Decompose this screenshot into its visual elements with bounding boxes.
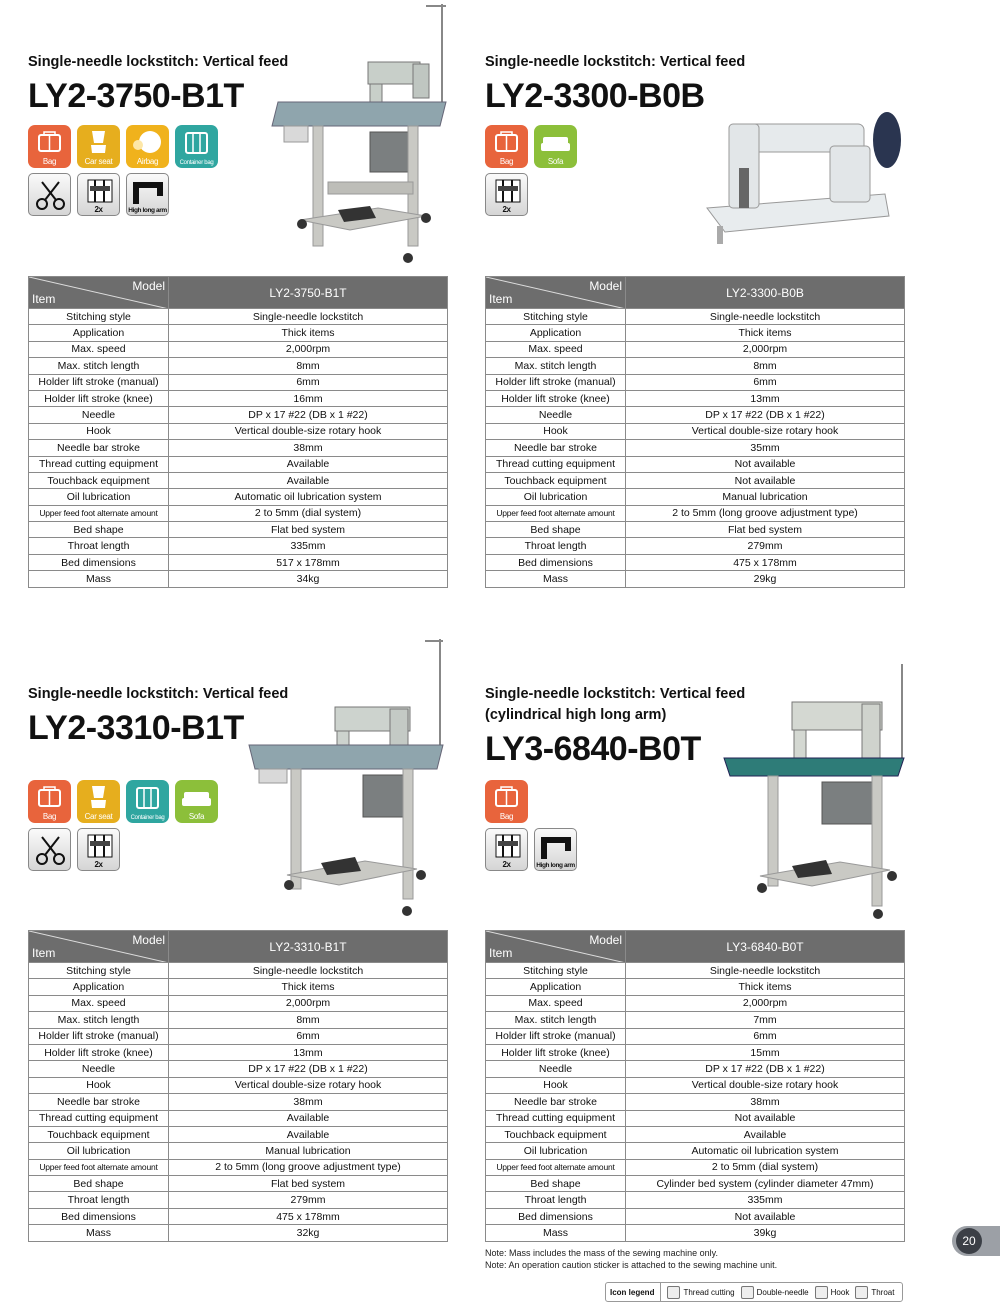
spec-value-cell: Vertical double-size rotary hook bbox=[169, 423, 448, 439]
product-subtitle: Single-needle lockstitch: Vertical feed bbox=[485, 686, 746, 702]
spec-item-cell: Bed dimensions bbox=[29, 554, 169, 570]
table-header-model: LY2-3310-B1T bbox=[169, 931, 448, 963]
application-icons bbox=[485, 780, 528, 823]
application-icons bbox=[28, 780, 218, 823]
spec-item-cell: Stitching style bbox=[486, 963, 626, 979]
double-needle-icon bbox=[741, 1286, 754, 1299]
spec-value-cell: Vertical double-size rotary hook bbox=[626, 1077, 905, 1093]
sofa-icon: Sofa bbox=[175, 780, 218, 823]
table-row bbox=[29, 1110, 448, 1126]
table-row bbox=[29, 423, 448, 439]
table-row bbox=[29, 358, 448, 374]
spec-table bbox=[485, 930, 905, 1242]
spec-item-cell: Throat length bbox=[486, 1192, 626, 1208]
table-header-corner: Model Item bbox=[29, 931, 169, 963]
table-row bbox=[29, 1061, 448, 1077]
spec-item-cell: Oil lubrication bbox=[486, 489, 626, 505]
product-subtitle: Single-needle lockstitch: Vertical feed bbox=[485, 54, 746, 70]
bag-icon: Bag bbox=[28, 125, 71, 168]
spec-value-cell: Automatic oil lubrication system bbox=[626, 1143, 905, 1159]
spec-item-cell: Thread cutting equipment bbox=[29, 1110, 169, 1126]
spec-value-cell: Vertical double-size rotary hook bbox=[169, 1077, 448, 1093]
table-row bbox=[486, 440, 905, 456]
spec-value-cell: 29kg bbox=[626, 571, 905, 587]
table-row bbox=[29, 1094, 448, 1110]
page-number: 20 bbox=[956, 1228, 982, 1254]
double-needle-icon: 2x bbox=[485, 173, 528, 216]
spec-item-cell: Hook bbox=[29, 423, 169, 439]
table-row bbox=[486, 1012, 905, 1028]
spec-item-cell: Bed shape bbox=[486, 522, 626, 538]
table-row bbox=[29, 325, 448, 341]
spec-table-body bbox=[486, 963, 905, 1242]
spec-value-cell: Not available bbox=[626, 1110, 905, 1126]
table-row bbox=[29, 1077, 448, 1093]
icon-legend-title: Icon legend bbox=[606, 1283, 661, 1301]
spec-value-cell: 8mm bbox=[626, 358, 905, 374]
spec-value-cell: 13mm bbox=[169, 1044, 448, 1060]
table-row bbox=[29, 522, 448, 538]
spec-item-cell: Needle bbox=[486, 1061, 626, 1077]
spec-item-cell: Upper feed foot alternate amount bbox=[486, 505, 626, 521]
spec-table bbox=[485, 276, 905, 588]
airbag-icon: Airbag bbox=[126, 125, 169, 168]
spec-value-cell: Thick items bbox=[626, 979, 905, 995]
legend-entry: Double-needle bbox=[741, 1286, 809, 1299]
spec-item-cell: Needle bar stroke bbox=[29, 440, 169, 456]
product-model-title: LY2-3310-B1T bbox=[28, 709, 244, 747]
spec-value-cell: DP x 17 #22 (DB x 1 #22) bbox=[626, 1061, 905, 1077]
table-row bbox=[486, 1094, 905, 1110]
container-bag-icon: Container bag bbox=[126, 780, 169, 823]
sofa-icon: Sofa bbox=[534, 125, 577, 168]
spec-value-cell: Automatic oil lubrication system bbox=[169, 489, 448, 505]
footnote: Note: Mass includes the mass of the sewing machine only. bbox=[485, 1248, 718, 1258]
spec-item-cell: Hook bbox=[486, 423, 626, 439]
table-row bbox=[486, 1192, 905, 1208]
application-icons bbox=[485, 125, 577, 168]
spec-value-cell: Available bbox=[169, 456, 448, 472]
spec-item-cell: Application bbox=[29, 979, 169, 995]
table-header-model: LY2-3300-B0B bbox=[626, 277, 905, 309]
spec-item-cell: Max. speed bbox=[29, 995, 169, 1011]
spec-item-cell: Application bbox=[486, 979, 626, 995]
car-seat-icon: Car seat bbox=[77, 780, 120, 823]
spec-value-cell: 8mm bbox=[169, 1012, 448, 1028]
table-row bbox=[486, 1176, 905, 1192]
spec-item-cell: Bed dimensions bbox=[486, 554, 626, 570]
spec-item-cell: Stitching style bbox=[29, 963, 169, 979]
table-row bbox=[29, 538, 448, 554]
spec-item-cell: Holder lift stroke (knee) bbox=[29, 390, 169, 406]
table-row bbox=[486, 505, 905, 521]
spec-value-cell: Cylinder bed system (cylinder diameter 47mm) bbox=[626, 1176, 905, 1192]
spec-table bbox=[28, 930, 448, 1242]
spec-item-cell: Holder lift stroke (knee) bbox=[29, 1044, 169, 1060]
spec-item-cell: Bed shape bbox=[486, 1176, 626, 1192]
thread-cutting-icon bbox=[667, 1286, 680, 1299]
bag-icon: Bag bbox=[485, 125, 528, 168]
application-icons bbox=[28, 125, 218, 168]
sewing-machine-head-image bbox=[705, 108, 905, 248]
table-row bbox=[486, 554, 905, 570]
spec-item-cell: Touchback equipment bbox=[486, 472, 626, 488]
table-row bbox=[29, 456, 448, 472]
spec-value-cell: 6mm bbox=[626, 374, 905, 390]
bag-icon: Bag bbox=[28, 780, 71, 823]
footnotes bbox=[485, 1247, 777, 1271]
product-subtitle: Single-needle lockstitch: Vertical feed bbox=[28, 54, 289, 70]
spec-value-cell: Manual lubrication bbox=[169, 1143, 448, 1159]
spec-item-cell: Bed shape bbox=[29, 522, 169, 538]
spec-table-body bbox=[29, 309, 448, 588]
spec-item-cell: Mass bbox=[486, 1225, 626, 1241]
table-row bbox=[29, 505, 448, 521]
table-row bbox=[29, 1208, 448, 1224]
icon-legend bbox=[605, 1282, 903, 1302]
table-header-model: LY2-3750-B1T bbox=[169, 277, 448, 309]
table-row bbox=[29, 1143, 448, 1159]
spec-value-cell: 34kg bbox=[169, 571, 448, 587]
spec-item-cell: Hook bbox=[29, 1077, 169, 1093]
spec-item-cell: Oil lubrication bbox=[486, 1143, 626, 1159]
feature-icons bbox=[28, 173, 169, 216]
spec-value-cell: 13mm bbox=[626, 390, 905, 406]
table-row bbox=[486, 1159, 905, 1175]
spec-table-body bbox=[486, 309, 905, 588]
table-row bbox=[29, 374, 448, 390]
spec-value-cell: 475 x 178mm bbox=[626, 554, 905, 570]
spec-value-cell: 335mm bbox=[626, 1192, 905, 1208]
spec-value-cell: Single-needle lockstitch bbox=[626, 309, 905, 325]
double-needle-icon: 2x bbox=[77, 173, 120, 216]
spec-value-cell: 2 to 5mm (long groove adjustment type) bbox=[169, 1159, 448, 1175]
spec-value-cell: DP x 17 #22 (DB x 1 #22) bbox=[169, 407, 448, 423]
spec-value-cell: Thick items bbox=[169, 979, 448, 995]
spec-item-cell: Application bbox=[486, 325, 626, 341]
spec-item-cell: Thread cutting equipment bbox=[486, 1110, 626, 1126]
table-row bbox=[29, 963, 448, 979]
table-row bbox=[486, 538, 905, 554]
spec-value-cell: Available bbox=[169, 472, 448, 488]
table-row bbox=[29, 390, 448, 406]
table-row bbox=[29, 554, 448, 570]
spec-value-cell: Available bbox=[169, 1110, 448, 1126]
high-long-arm-icon: High long arm bbox=[534, 828, 577, 871]
spec-item-cell: Thread cutting equipment bbox=[29, 456, 169, 472]
spec-item-cell: Upper feed foot alternate amount bbox=[486, 1159, 626, 1175]
spec-item-cell: Bed shape bbox=[29, 1176, 169, 1192]
spec-item-cell: Needle bbox=[29, 1061, 169, 1077]
table-row bbox=[486, 472, 905, 488]
table-row bbox=[29, 1159, 448, 1175]
spec-value-cell: Single-needle lockstitch bbox=[626, 963, 905, 979]
spec-value-cell: 6mm bbox=[169, 374, 448, 390]
spec-item-cell: Application bbox=[29, 325, 169, 341]
legend-entry: Hook bbox=[815, 1286, 850, 1299]
spec-item-cell: Thread cutting equipment bbox=[486, 456, 626, 472]
spec-value-cell: 16mm bbox=[169, 390, 448, 406]
table-row bbox=[29, 1044, 448, 1060]
spec-item-cell: Stitching style bbox=[29, 309, 169, 325]
spec-item-cell: Holder lift stroke (manual) bbox=[486, 1028, 626, 1044]
table-row bbox=[486, 995, 905, 1011]
table-row bbox=[486, 341, 905, 357]
spec-item-cell: Max. stitch length bbox=[486, 1012, 626, 1028]
spec-item-cell: Upper feed foot alternate amount bbox=[29, 505, 169, 521]
feature-icons bbox=[28, 828, 120, 871]
product-model-title: LY2-3750-B1T bbox=[28, 77, 244, 115]
spec-value-cell: 335mm bbox=[169, 538, 448, 554]
table-row bbox=[486, 1143, 905, 1159]
product-model-title: LY3-6840-B0T bbox=[485, 730, 701, 768]
table-row bbox=[486, 325, 905, 341]
spec-table bbox=[28, 276, 448, 588]
double-needle-icon: 2x bbox=[77, 828, 120, 871]
spec-item-cell: Mass bbox=[29, 571, 169, 587]
cylinder-arm-sewing-machine-image bbox=[722, 662, 907, 922]
high-long-arm-icon: High long arm bbox=[126, 173, 169, 216]
spec-item-cell: Hook bbox=[486, 1077, 626, 1093]
table-row bbox=[486, 407, 905, 423]
spec-item-cell: Max. speed bbox=[486, 995, 626, 1011]
table-row bbox=[486, 1044, 905, 1060]
spec-item-cell: Holder lift stroke (manual) bbox=[486, 374, 626, 390]
spec-value-cell: 38mm bbox=[169, 440, 448, 456]
feature-icons bbox=[485, 173, 528, 216]
spec-value-cell: Single-needle lockstitch bbox=[169, 963, 448, 979]
table-row bbox=[29, 1126, 448, 1142]
table-header-corner: Model Item bbox=[486, 277, 626, 309]
spec-item-cell: Throat length bbox=[29, 538, 169, 554]
spec-value-cell: 39kg bbox=[626, 1225, 905, 1241]
spec-value-cell: Flat bed system bbox=[626, 522, 905, 538]
spec-item-cell: Holder lift stroke (manual) bbox=[29, 1028, 169, 1044]
spec-item-cell: Needle bbox=[29, 407, 169, 423]
spec-table-body bbox=[29, 963, 448, 1242]
spec-value-cell: 2 to 5mm (dial system) bbox=[169, 505, 448, 521]
spec-item-cell: Touchback equipment bbox=[486, 1126, 626, 1142]
table-header-corner: Model Item bbox=[486, 931, 626, 963]
spec-item-cell: Needle bbox=[486, 407, 626, 423]
spec-value-cell: 279mm bbox=[626, 538, 905, 554]
table-row bbox=[29, 309, 448, 325]
spec-item-cell: Oil lubrication bbox=[29, 1143, 169, 1159]
thread-cutting-icon bbox=[28, 173, 71, 216]
table-row bbox=[29, 440, 448, 456]
table-row bbox=[486, 489, 905, 505]
legend-entry: Throat bbox=[855, 1286, 894, 1299]
table-row bbox=[486, 374, 905, 390]
spec-value-cell: Not available bbox=[626, 1208, 905, 1224]
spec-value-cell: DP x 17 #22 (DB x 1 #22) bbox=[626, 407, 905, 423]
spec-value-cell: Not available bbox=[626, 472, 905, 488]
spec-value-cell: 6mm bbox=[626, 1028, 905, 1044]
spec-value-cell: DP x 17 #22 (DB x 1 #22) bbox=[169, 1061, 448, 1077]
spec-value-cell: Not available bbox=[626, 456, 905, 472]
spec-value-cell: Manual lubrication bbox=[626, 489, 905, 505]
thread-cutting-icon bbox=[28, 828, 71, 871]
double-needle-icon: 2x bbox=[485, 828, 528, 871]
table-row bbox=[486, 963, 905, 979]
spec-item-cell: Bed dimensions bbox=[486, 1208, 626, 1224]
product-subtitle: Single-needle lockstitch: Vertical feed bbox=[28, 686, 289, 702]
spec-item-cell: Holder lift stroke (manual) bbox=[29, 374, 169, 390]
table-row bbox=[486, 1110, 905, 1126]
table-row bbox=[486, 1225, 905, 1241]
spec-value-cell: Thick items bbox=[626, 325, 905, 341]
spec-value-cell: 7mm bbox=[626, 1012, 905, 1028]
legend-entry: Thread cutting bbox=[667, 1286, 734, 1299]
table-row bbox=[29, 472, 448, 488]
table-row bbox=[29, 1225, 448, 1241]
table-row bbox=[29, 1012, 448, 1028]
spec-value-cell: 8mm bbox=[169, 358, 448, 374]
spec-item-cell: Max. stitch length bbox=[29, 358, 169, 374]
spec-item-cell: Needle bar stroke bbox=[486, 1094, 626, 1110]
footnote: Note: An operation caution sticker is attached to the sewing machine unit. bbox=[485, 1260, 778, 1270]
spec-value-cell: 2,000rpm bbox=[169, 995, 448, 1011]
product-subtitle-line2: (cylindrical high long arm) bbox=[485, 707, 667, 723]
spec-item-cell: Oil lubrication bbox=[29, 489, 169, 505]
spec-item-cell: Throat length bbox=[486, 538, 626, 554]
spec-item-cell: Max. stitch length bbox=[29, 1012, 169, 1028]
spec-item-cell: Stitching style bbox=[486, 309, 626, 325]
spec-item-cell: Max. speed bbox=[486, 341, 626, 357]
table-row bbox=[29, 1176, 448, 1192]
spec-value-cell: 6mm bbox=[169, 1028, 448, 1044]
table-row bbox=[486, 1077, 905, 1093]
table-row bbox=[29, 407, 448, 423]
table-row bbox=[29, 1028, 448, 1044]
sewing-machine-with-table-image bbox=[245, 635, 445, 920]
spec-item-cell: Holder lift stroke (knee) bbox=[486, 1044, 626, 1060]
spec-value-cell: Single-needle lockstitch bbox=[169, 309, 448, 325]
spec-value-cell: Vertical double-size rotary hook bbox=[626, 423, 905, 439]
spec-item-cell: Max. speed bbox=[29, 341, 169, 357]
spec-value-cell: 2,000rpm bbox=[169, 341, 448, 357]
table-row bbox=[486, 522, 905, 538]
table-row bbox=[486, 979, 905, 995]
table-row bbox=[29, 571, 448, 587]
spec-value-cell: Flat bed system bbox=[169, 1176, 448, 1192]
spec-item-cell: Upper feed foot alternate amount bbox=[29, 1159, 169, 1175]
spec-value-cell: 517 x 178mm bbox=[169, 554, 448, 570]
spec-item-cell: Mass bbox=[29, 1225, 169, 1241]
spec-value-cell: 38mm bbox=[626, 1094, 905, 1110]
spec-value-cell: 475 x 178mm bbox=[169, 1208, 448, 1224]
product-block bbox=[485, 52, 905, 116]
table-row bbox=[486, 309, 905, 325]
spec-value-cell: Available bbox=[626, 1126, 905, 1142]
container-bag-icon: Container bag bbox=[175, 125, 218, 168]
spec-item-cell: Bed dimensions bbox=[29, 1208, 169, 1224]
spec-item-cell: Mass bbox=[486, 571, 626, 587]
table-row bbox=[486, 571, 905, 587]
spec-value-cell: Available bbox=[169, 1126, 448, 1142]
spec-value-cell: 2 to 5mm (long groove adjustment type) bbox=[626, 505, 905, 521]
spec-item-cell: Max. stitch length bbox=[486, 358, 626, 374]
table-row bbox=[486, 1061, 905, 1077]
table-row bbox=[29, 1192, 448, 1208]
table-row bbox=[486, 456, 905, 472]
table-row bbox=[486, 1208, 905, 1224]
spec-item-cell: Needle bar stroke bbox=[29, 1094, 169, 1110]
spec-value-cell: 2 to 5mm (dial system) bbox=[626, 1159, 905, 1175]
spec-item-cell: Touchback equipment bbox=[29, 472, 169, 488]
table-header-model: LY3-6840-B0T bbox=[626, 931, 905, 963]
spec-value-cell: Flat bed system bbox=[169, 522, 448, 538]
spec-value-cell: 2,000rpm bbox=[626, 341, 905, 357]
spec-item-cell: Needle bar stroke bbox=[486, 440, 626, 456]
spec-value-cell: 279mm bbox=[169, 1192, 448, 1208]
table-row bbox=[486, 390, 905, 406]
table-row bbox=[486, 1028, 905, 1044]
feature-icons bbox=[485, 828, 577, 871]
spec-item-cell: Holder lift stroke (knee) bbox=[486, 390, 626, 406]
table-header-corner: Model Item bbox=[29, 277, 169, 309]
table-row bbox=[486, 1126, 905, 1142]
table-row bbox=[486, 423, 905, 439]
spec-value-cell: 38mm bbox=[169, 1094, 448, 1110]
spec-value-cell: 32kg bbox=[169, 1225, 448, 1241]
spec-value-cell: Thick items bbox=[169, 325, 448, 341]
spec-item-cell: Touchback equipment bbox=[29, 1126, 169, 1142]
table-row bbox=[29, 979, 448, 995]
table-row bbox=[29, 341, 448, 357]
bag-icon: Bag bbox=[485, 780, 528, 823]
car-seat-icon: Car seat bbox=[77, 125, 120, 168]
sewing-machine-with-table-image bbox=[258, 2, 448, 267]
table-row bbox=[29, 489, 448, 505]
table-row bbox=[486, 358, 905, 374]
product-model-title: LY2-3300-B0B bbox=[485, 77, 705, 115]
hook-icon bbox=[815, 1286, 828, 1299]
spec-value-cell: 2,000rpm bbox=[626, 995, 905, 1011]
table-row bbox=[29, 995, 448, 1011]
spec-value-cell: 15mm bbox=[626, 1044, 905, 1060]
throat-icon bbox=[855, 1286, 868, 1299]
spec-value-cell: 35mm bbox=[626, 440, 905, 456]
spec-item-cell: Throat length bbox=[29, 1192, 169, 1208]
